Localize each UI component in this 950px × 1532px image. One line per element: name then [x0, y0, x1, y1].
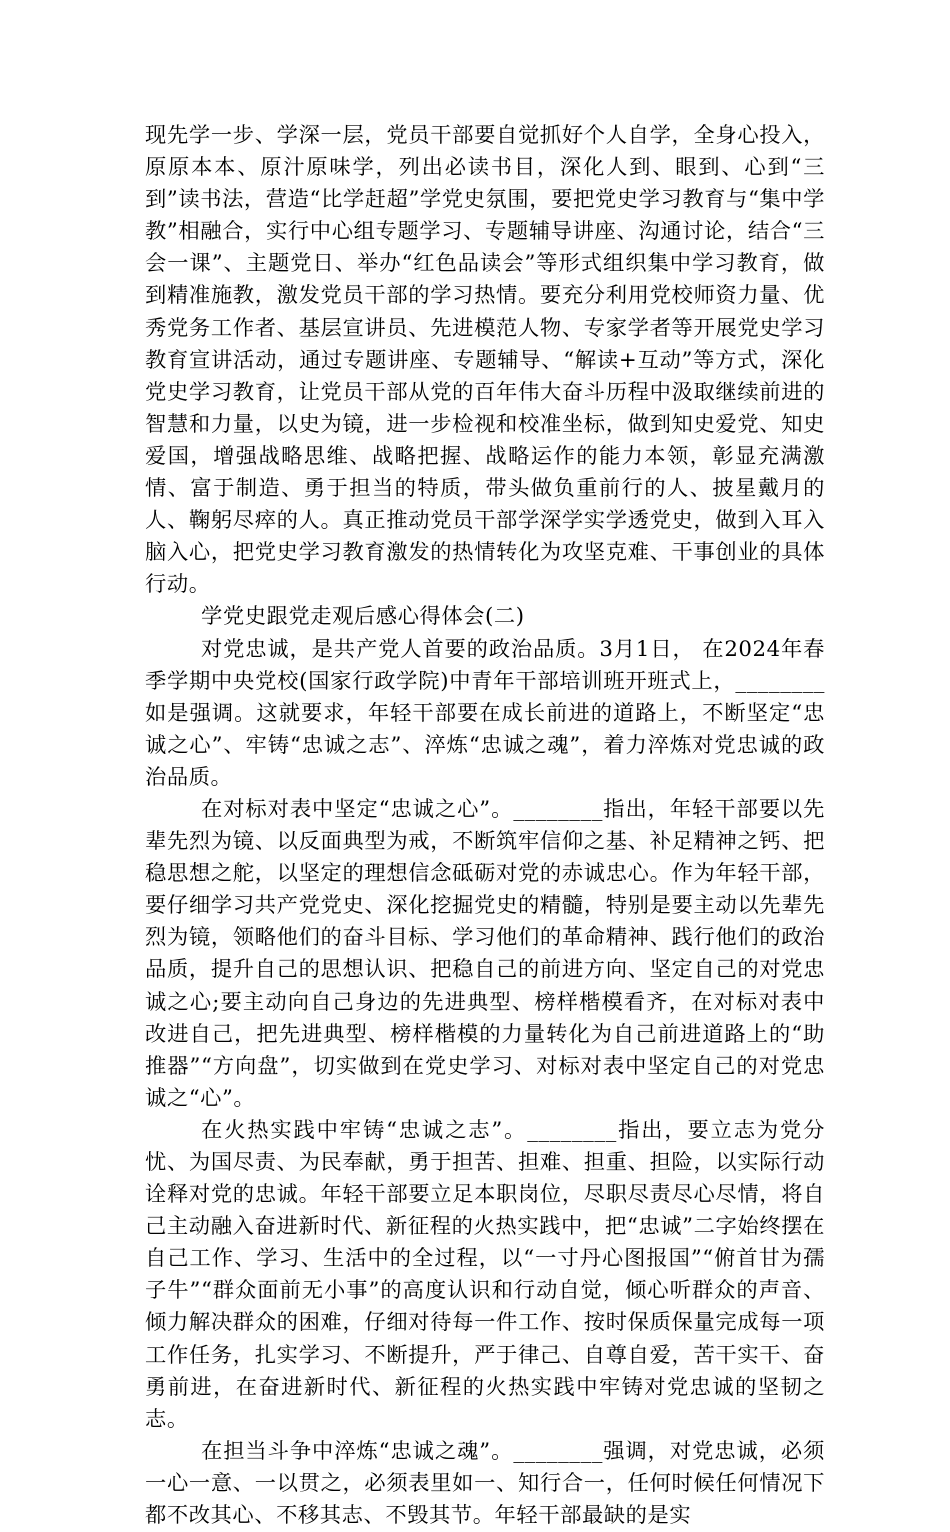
body-paragraph-loyal-will: 在火热实践中牢铸“忠诚之志”。________指出，要立志为党分忧、为国尽责、为民奉献，勇于担苦、担难、担重、担险，以实际行动诠释对党的忠诚。年轻干部要立足本职岗位，尽职尽责尽心尽情，将自己主动融入奋进新时代、新征程的火热实践中，把“忠诚”二字始终摆在自己工作、学习、生活中的全过程，以“一寸丹心图报国”“俯首甘为孺子牛”“群众面前无小事”的高度认识和行动自觉，倾心听群众的声音、倾力解决群众的困难，仔细对待每一件工作、按时保质保量完成每一项工作任务，扎实学习、不断提升，严于律己、自尊自爱，苦干实干、奋勇前进，在奋进新时代、新征程的火热实践中牢铸对党忠诚的坚韧之志。: [145, 1117, 825, 1432]
body-paragraph-loyal-heart: 在对标对表中坚定“忠诚之心”。________指出，年轻干部要以先辈先烈为镜、以反面典型为戒，不断筑牢信仰之基、补足精神之钙、把稳思想之舵，以坚定的理想信念砥砺对党的赤诚忠心。作为年轻干部，要仔细学习共产党党史、深化挖掘党史的精髓，特别是要主动以先辈先烈为镜，领略他们的奋斗目标、学习他们的革命精神、践行他们的政治品质，提升自己的思想认识、把稳自己的前进方向、坚定自己的对党忠诚之心;要主动向自己身边的先进典型、榜样楷模看齐，在对标对表中改进自己，把先进典型、榜样楷模的力量转化为自己前进道路上的“助推器”“方向盘”，切实做到在党史学习、对标对表中坚定自己的对党忠诚之“心”。: [145, 796, 825, 1111]
body-paragraph-intro: 对党忠诚，是共产党人首要的政治品质。3月1日， 在2024年春季学期中央党校(国家行政学院)中青年干部培训班开班式上，________如是强调。这就要求，年轻干部要在成长前进的道路上，不断坚定“忠诚之心”、牢铸“忠诚之志”、淬炼“忠诚之魂”，着力淬炼对党忠诚的政治品质。: [145, 636, 825, 790]
document-page: [145, 120, 825, 1532]
section-title: 学党史跟党走观后感心得体会(二): [201, 604, 525, 630]
continuation-paragraph: 现先学一步、学深一层，党员干部要自觉抓好个人自学，全身心投入，原原本本、原汁原味学，列出必读书目，深化人到、眼到、心到“三到”读书法，营造“比学赶超”学党史氛围，要把党史学习教育与“集中学教”相融合，实行中心组专题学习、专题辅导讲座、沟通讨论，结合“三会一课”、主题党日、举办“红色品读会”等形式组织集中学习教育，做到精准施教，激发党员干部的学习热情。要充分利用党校师资力量、优秀党务工作者、基层宣讲员、先进模范人物、专家学者等开展党史学习教育宣讲活动，通过专题讲座、专题辅导、“解读+互动”等方式，深化党史学习教育，让党员干部从党的百年伟大奋斗历程中汲取继续前进的智慧和力量，以史为镜，进一步检视和校准坐标，做到知史爱党、知史爱国，增强战略思维、战略把握、战略运作的能力本领，彰显充满激情、富于制造、勇于担当的特质，带头做负重前行的人、披星戴月的人、鞠躬尽瘁的人。真正推动党员干部学深学实学透党史，做到入耳入脑入心，把党史学习教育激发的热情转化为攻坚克难、干事创业的具体行动。: [145, 123, 825, 598]
body-paragraph-loyal-soul: 在担当斗争中淬炼“忠诚之魂”。________强调，对党忠诚，必须一心一意、一以贯之，必须表里如一、知行合一，任何时候任何情况下都不改其心、不移其志、不毁其节。年轻干部最缺的是实: [145, 1438, 825, 1529]
